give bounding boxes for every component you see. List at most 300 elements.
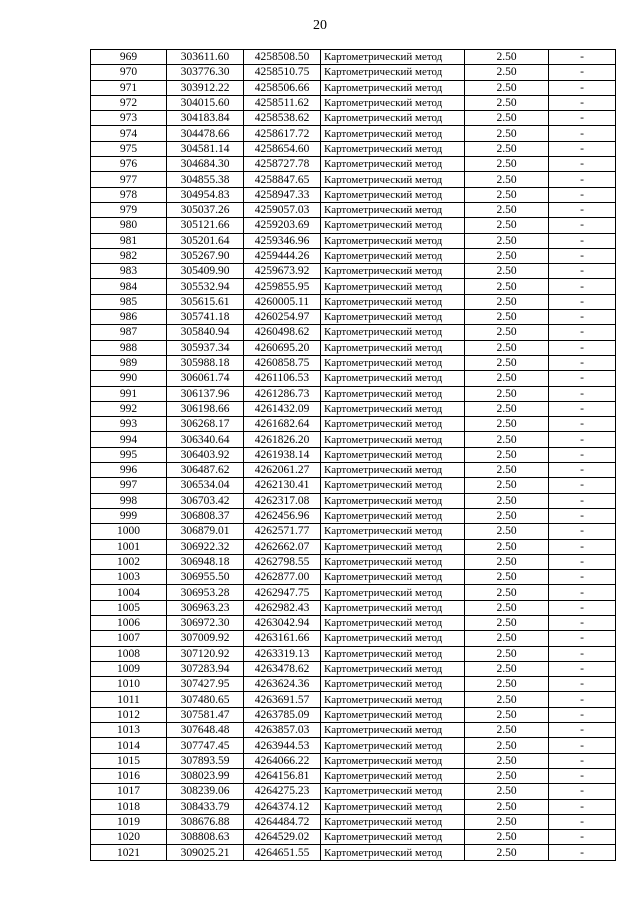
table-row [91, 202, 616, 217]
y-coordinate-cell: 4264156.81 [244, 768, 321, 783]
method-cell: Картометрический метод [321, 294, 465, 309]
y-coordinate-cell: 4264529.02 [244, 830, 321, 845]
accuracy-cell: 2.50 [465, 50, 549, 65]
method-cell: Картометрический метод [321, 264, 465, 279]
accuracy-cell: 2.50 [465, 432, 549, 447]
y-coordinate-cell: 4258654.60 [244, 141, 321, 156]
accuracy-cell: 2.50 [465, 417, 549, 432]
y-coordinate-cell: 4258511.62 [244, 95, 321, 110]
description-cell: - [549, 661, 616, 676]
point-number-cell: 978 [91, 187, 167, 202]
description-cell: - [549, 799, 616, 814]
x-coordinate-cell: 305840.94 [167, 325, 244, 340]
x-coordinate-cell: 304015.60 [167, 95, 244, 110]
x-coordinate-cell: 306340.64 [167, 432, 244, 447]
x-coordinate-cell: 304183.84 [167, 111, 244, 126]
point-number-cell: 1017 [91, 784, 167, 799]
description-cell: - [549, 845, 616, 860]
accuracy-cell: 2.50 [465, 172, 549, 187]
method-cell: Картометрический метод [321, 447, 465, 462]
method-cell: Картометрический метод [321, 80, 465, 95]
table-row [91, 111, 616, 126]
description-cell: - [549, 95, 616, 110]
y-coordinate-cell: 4262571.77 [244, 524, 321, 539]
x-coordinate-cell: 306198.66 [167, 401, 244, 416]
table-row [91, 615, 616, 630]
x-coordinate-cell: 303611.60 [167, 50, 244, 65]
description-cell: - [549, 524, 616, 539]
y-coordinate-cell: 4264484.72 [244, 814, 321, 829]
table-row [91, 723, 616, 738]
point-number-cell: 1004 [91, 585, 167, 600]
method-cell: Картометрический метод [321, 432, 465, 447]
description-cell: - [549, 279, 616, 294]
point-number-cell: 972 [91, 95, 167, 110]
y-coordinate-cell: 4261938.14 [244, 447, 321, 462]
point-number-cell: 989 [91, 355, 167, 370]
x-coordinate-cell: 303776.30 [167, 65, 244, 80]
method-cell: Картометрический метод [321, 279, 465, 294]
y-coordinate-cell: 4261682.64 [244, 417, 321, 432]
point-number-cell: 977 [91, 172, 167, 187]
method-cell: Картометрический метод [321, 126, 465, 141]
page-number: 20 [313, 18, 327, 33]
table-row [91, 264, 616, 279]
table-row [91, 50, 616, 65]
description-cell: - [549, 310, 616, 325]
accuracy-cell: 2.50 [465, 539, 549, 554]
x-coordinate-cell: 305409.90 [167, 264, 244, 279]
accuracy-cell: 2.50 [465, 447, 549, 462]
table-row [91, 784, 616, 799]
table-row [91, 233, 616, 248]
method-cell: Картометрический метод [321, 355, 465, 370]
y-coordinate-cell: 4263785.09 [244, 707, 321, 722]
x-coordinate-cell: 306963.23 [167, 600, 244, 615]
method-cell: Картометрический метод [321, 141, 465, 156]
accuracy-cell: 2.50 [465, 202, 549, 217]
x-coordinate-cell: 308239.06 [167, 784, 244, 799]
point-number-cell: 1015 [91, 753, 167, 768]
y-coordinate-cell: 4259057.03 [244, 202, 321, 217]
description-cell: - [549, 753, 616, 768]
coordinates-table [90, 49, 616, 861]
x-coordinate-cell: 306922.32 [167, 539, 244, 554]
table-row [91, 707, 616, 722]
x-coordinate-cell: 309025.21 [167, 845, 244, 860]
method-cell: Картометрический метод [321, 539, 465, 554]
x-coordinate-cell: 307648.48 [167, 723, 244, 738]
description-cell: - [549, 493, 616, 508]
point-number-cell: 974 [91, 126, 167, 141]
x-coordinate-cell: 305121.66 [167, 218, 244, 233]
table-row [91, 355, 616, 370]
method-cell: Картометрический метод [321, 248, 465, 263]
method-cell: Картометрический метод [321, 753, 465, 768]
table-row [91, 157, 616, 172]
method-cell: Картометрический метод [321, 768, 465, 783]
point-number-cell: 976 [91, 157, 167, 172]
table-row [91, 646, 616, 661]
accuracy-cell: 2.50 [465, 386, 549, 401]
table-row [91, 830, 616, 845]
x-coordinate-cell: 305037.26 [167, 202, 244, 217]
table-row [91, 799, 616, 814]
x-coordinate-cell: 306972.30 [167, 615, 244, 630]
point-number-cell: 992 [91, 401, 167, 416]
y-coordinate-cell: 4262662.07 [244, 539, 321, 554]
y-coordinate-cell: 4259855.95 [244, 279, 321, 294]
point-number-cell: 970 [91, 65, 167, 80]
y-coordinate-cell: 4259673.92 [244, 264, 321, 279]
x-coordinate-cell: 304954.83 [167, 187, 244, 202]
method-cell: Картометрический метод [321, 707, 465, 722]
accuracy-cell: 2.50 [465, 707, 549, 722]
accuracy-cell: 2.50 [465, 600, 549, 615]
y-coordinate-cell: 4263161.66 [244, 631, 321, 646]
accuracy-cell: 2.50 [465, 187, 549, 202]
point-number-cell: 1013 [91, 723, 167, 738]
point-number-cell: 1016 [91, 768, 167, 783]
accuracy-cell: 2.50 [465, 753, 549, 768]
table-row [91, 371, 616, 386]
accuracy-cell: 2.50 [465, 371, 549, 386]
x-coordinate-cell: 306268.17 [167, 417, 244, 432]
method-cell: Картометрический метод [321, 524, 465, 539]
y-coordinate-cell: 4264275.23 [244, 784, 321, 799]
accuracy-cell: 2.50 [465, 401, 549, 416]
point-number-cell: 1011 [91, 692, 167, 707]
accuracy-cell: 2.50 [465, 784, 549, 799]
point-number-cell: 988 [91, 340, 167, 355]
point-number-cell: 990 [91, 371, 167, 386]
point-number-cell: 1005 [91, 600, 167, 615]
x-coordinate-cell: 306879.01 [167, 524, 244, 539]
table-row [91, 661, 616, 676]
y-coordinate-cell: 4261432.09 [244, 401, 321, 416]
y-coordinate-cell: 4258510.75 [244, 65, 321, 80]
accuracy-cell: 2.50 [465, 799, 549, 814]
point-number-cell: 982 [91, 248, 167, 263]
accuracy-cell: 2.50 [465, 661, 549, 676]
point-number-cell: 1008 [91, 646, 167, 661]
table-row [91, 539, 616, 554]
x-coordinate-cell: 304478.66 [167, 126, 244, 141]
x-coordinate-cell: 306487.62 [167, 463, 244, 478]
description-cell: - [549, 463, 616, 478]
y-coordinate-cell: 4261286.73 [244, 386, 321, 401]
y-coordinate-cell: 4259203.69 [244, 218, 321, 233]
x-coordinate-cell: 306403.92 [167, 447, 244, 462]
method-cell: Картометрический метод [321, 386, 465, 401]
method-cell: Картометрический метод [321, 493, 465, 508]
y-coordinate-cell: 4261826.20 [244, 432, 321, 447]
accuracy-cell: 2.50 [465, 248, 549, 263]
description-cell: - [549, 172, 616, 187]
point-number-cell: 996 [91, 463, 167, 478]
description-cell: - [549, 707, 616, 722]
y-coordinate-cell: 4262877.00 [244, 570, 321, 585]
description-cell: - [549, 202, 616, 217]
accuracy-cell: 2.50 [465, 524, 549, 539]
table-row [91, 463, 616, 478]
method-cell: Картометрический метод [321, 830, 465, 845]
table-row [91, 126, 616, 141]
description-cell: - [549, 830, 616, 845]
method-cell: Картометрический метод [321, 478, 465, 493]
point-number-cell: 1021 [91, 845, 167, 860]
description-cell: - [549, 187, 616, 202]
point-number-cell: 1006 [91, 615, 167, 630]
x-coordinate-cell: 305615.61 [167, 294, 244, 309]
description-cell: - [549, 340, 616, 355]
point-number-cell: 980 [91, 218, 167, 233]
description-cell: - [549, 447, 616, 462]
description-cell: - [549, 157, 616, 172]
point-number-cell: 1000 [91, 524, 167, 539]
description-cell: - [549, 294, 616, 309]
description-cell: - [549, 554, 616, 569]
point-number-cell: 999 [91, 508, 167, 523]
x-coordinate-cell: 306703.42 [167, 493, 244, 508]
accuracy-cell: 2.50 [465, 310, 549, 325]
accuracy-cell: 2.50 [465, 126, 549, 141]
method-cell: Картометрический метод [321, 845, 465, 860]
x-coordinate-cell: 307747.45 [167, 738, 244, 753]
x-coordinate-cell: 308808.63 [167, 830, 244, 845]
table-row [91, 310, 616, 325]
table-row [91, 95, 616, 110]
description-cell: - [549, 677, 616, 692]
point-number-cell: 971 [91, 80, 167, 95]
method-cell: Картометрический метод [321, 111, 465, 126]
accuracy-cell: 2.50 [465, 631, 549, 646]
accuracy-cell: 2.50 [465, 508, 549, 523]
point-number-cell: 1009 [91, 661, 167, 676]
table-row [91, 187, 616, 202]
table-row [91, 218, 616, 233]
point-number-cell: 986 [91, 310, 167, 325]
y-coordinate-cell: 4262947.75 [244, 585, 321, 600]
description-cell: - [549, 248, 616, 263]
y-coordinate-cell: 4263319.13 [244, 646, 321, 661]
x-coordinate-cell: 305937.34 [167, 340, 244, 355]
point-number-cell: 1002 [91, 554, 167, 569]
accuracy-cell: 2.50 [465, 692, 549, 707]
y-coordinate-cell: 4258506.66 [244, 80, 321, 95]
x-coordinate-cell: 307480.65 [167, 692, 244, 707]
y-coordinate-cell: 4258947.33 [244, 187, 321, 202]
method-cell: Картометрический метод [321, 172, 465, 187]
y-coordinate-cell: 4263042.94 [244, 615, 321, 630]
point-number-cell: 985 [91, 294, 167, 309]
description-cell: - [549, 50, 616, 65]
description-cell: - [549, 355, 616, 370]
accuracy-cell: 2.50 [465, 355, 549, 370]
y-coordinate-cell: 4264651.55 [244, 845, 321, 860]
accuracy-cell: 2.50 [465, 340, 549, 355]
table-row [91, 845, 616, 860]
point-number-cell: 1019 [91, 814, 167, 829]
accuracy-cell: 2.50 [465, 141, 549, 156]
method-cell: Картометрический метод [321, 570, 465, 585]
description-cell: - [549, 738, 616, 753]
table-row [91, 554, 616, 569]
point-number-cell: 983 [91, 264, 167, 279]
accuracy-cell: 2.50 [465, 554, 549, 569]
table-row [91, 508, 616, 523]
table-row [91, 692, 616, 707]
y-coordinate-cell: 4263857.03 [244, 723, 321, 738]
table-row [91, 677, 616, 692]
table-row [91, 432, 616, 447]
point-number-cell: 969 [91, 50, 167, 65]
table-row [91, 248, 616, 263]
point-number-cell: 998 [91, 493, 167, 508]
y-coordinate-cell: 4263478.62 [244, 661, 321, 676]
method-cell: Картометрический метод [321, 218, 465, 233]
accuracy-cell: 2.50 [465, 279, 549, 294]
y-coordinate-cell: 4262317.08 [244, 493, 321, 508]
x-coordinate-cell: 306948.18 [167, 554, 244, 569]
description-cell: - [549, 539, 616, 554]
accuracy-cell: 2.50 [465, 65, 549, 80]
table-row [91, 386, 616, 401]
description-cell: - [549, 371, 616, 386]
table-row [91, 524, 616, 539]
y-coordinate-cell: 4258727.78 [244, 157, 321, 172]
accuracy-cell: 2.50 [465, 768, 549, 783]
point-number-cell: 1001 [91, 539, 167, 554]
point-number-cell: 987 [91, 325, 167, 340]
x-coordinate-cell: 306955.50 [167, 570, 244, 585]
accuracy-cell: 2.50 [465, 723, 549, 738]
table-row [91, 279, 616, 294]
description-cell: - [549, 615, 616, 630]
point-number-cell: 1020 [91, 830, 167, 845]
method-cell: Картометрический метод [321, 65, 465, 80]
description-cell: - [549, 814, 616, 829]
method-cell: Картометрический метод [321, 585, 465, 600]
point-number-cell: 979 [91, 202, 167, 217]
description-cell: - [549, 386, 616, 401]
description-cell: - [549, 585, 616, 600]
x-coordinate-cell: 306137.96 [167, 386, 244, 401]
table-row [91, 447, 616, 462]
y-coordinate-cell: 4258508.50 [244, 50, 321, 65]
method-cell: Картометрический метод [321, 187, 465, 202]
accuracy-cell: 2.50 [465, 677, 549, 692]
description-cell: - [549, 80, 616, 95]
method-cell: Картометрический метод [321, 615, 465, 630]
point-number-cell: 997 [91, 478, 167, 493]
method-cell: Картометрический метод [321, 814, 465, 829]
x-coordinate-cell: 306534.04 [167, 478, 244, 493]
x-coordinate-cell: 306953.28 [167, 585, 244, 600]
accuracy-cell: 2.50 [465, 493, 549, 508]
x-coordinate-cell: 306808.37 [167, 508, 244, 523]
point-number-cell: 994 [91, 432, 167, 447]
point-number-cell: 975 [91, 141, 167, 156]
x-coordinate-cell: 305741.18 [167, 310, 244, 325]
point-number-cell: 1014 [91, 738, 167, 753]
y-coordinate-cell: 4258847.65 [244, 172, 321, 187]
y-coordinate-cell: 4260695.20 [244, 340, 321, 355]
method-cell: Картометрический метод [321, 95, 465, 110]
y-coordinate-cell: 4260254.97 [244, 310, 321, 325]
accuracy-cell: 2.50 [465, 218, 549, 233]
x-coordinate-cell: 307427.95 [167, 677, 244, 692]
accuracy-cell: 2.50 [465, 294, 549, 309]
method-cell: Картометрический метод [321, 784, 465, 799]
method-cell: Картометрический метод [321, 508, 465, 523]
table-row [91, 753, 616, 768]
method-cell: Картометрический метод [321, 50, 465, 65]
description-cell: - [549, 723, 616, 738]
method-cell: Картометрический метод [321, 661, 465, 676]
description-cell: - [549, 508, 616, 523]
accuracy-cell: 2.50 [465, 264, 549, 279]
accuracy-cell: 2.50 [465, 80, 549, 95]
table-row [91, 768, 616, 783]
table-row [91, 294, 616, 309]
table-row [91, 600, 616, 615]
table-row [91, 631, 616, 646]
y-coordinate-cell: 4262130.41 [244, 478, 321, 493]
point-number-cell: 991 [91, 386, 167, 401]
x-coordinate-cell: 305532.94 [167, 279, 244, 294]
method-cell: Картометрический метод [321, 723, 465, 738]
point-number-cell: 981 [91, 233, 167, 248]
y-coordinate-cell: 4260005.11 [244, 294, 321, 309]
description-cell: - [549, 432, 616, 447]
y-coordinate-cell: 4259444.26 [244, 248, 321, 263]
point-number-cell: 984 [91, 279, 167, 294]
x-coordinate-cell: 307009.92 [167, 631, 244, 646]
y-coordinate-cell: 4264066.22 [244, 753, 321, 768]
description-cell: - [549, 65, 616, 80]
y-coordinate-cell: 4263691.57 [244, 692, 321, 707]
table-row [91, 814, 616, 829]
accuracy-cell: 2.50 [465, 111, 549, 126]
description-cell: - [549, 600, 616, 615]
y-coordinate-cell: 4259346.96 [244, 233, 321, 248]
x-coordinate-cell: 306061.74 [167, 371, 244, 386]
y-coordinate-cell: 4262456.96 [244, 508, 321, 523]
description-cell: - [549, 233, 616, 248]
x-coordinate-cell: 307120.92 [167, 646, 244, 661]
accuracy-cell: 2.50 [465, 233, 549, 248]
x-coordinate-cell: 308433.79 [167, 799, 244, 814]
x-coordinate-cell: 303912.22 [167, 80, 244, 95]
accuracy-cell: 2.50 [465, 646, 549, 661]
x-coordinate-cell: 308676.88 [167, 814, 244, 829]
table-row [91, 585, 616, 600]
table-row [91, 570, 616, 585]
method-cell: Картометрический метод [321, 233, 465, 248]
point-number-cell: 995 [91, 447, 167, 462]
table-row [91, 325, 616, 340]
table-row [91, 340, 616, 355]
point-number-cell: 1007 [91, 631, 167, 646]
point-number-cell: 1012 [91, 707, 167, 722]
x-coordinate-cell: 304684.30 [167, 157, 244, 172]
description-cell: - [549, 111, 616, 126]
x-coordinate-cell: 307893.59 [167, 753, 244, 768]
description-cell: - [549, 692, 616, 707]
table-row [91, 401, 616, 416]
x-coordinate-cell: 304855.38 [167, 172, 244, 187]
